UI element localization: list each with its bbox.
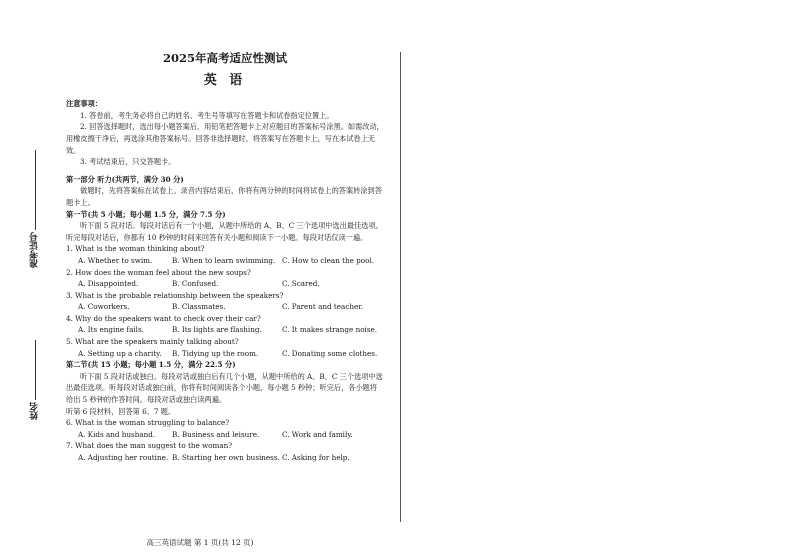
question-stem: 3. What is the probable relationship between the speakers?	[66, 290, 284, 300]
question-block	[66, 290, 384, 313]
exam-number-line	[35, 150, 36, 230]
column-divider	[400, 52, 401, 522]
question-block	[66, 417, 384, 440]
notice-item: 2. 回答选择题时，选出每小题答案后，用铅笔把答题卡上对应题目的答案标号涂黑。如需改动，用橡皮擦干净后，再选涂其他答案标号。回答非选择题时，将答案写在答题卡上，写在本试卷上无效。	[66, 122, 384, 155]
question-stem: 1. What is the woman thinking about?	[66, 244, 205, 254]
option-c: C. How to clean the pool.	[282, 255, 375, 265]
question-options	[66, 429, 384, 441]
option-c: C. Work and family.	[282, 429, 353, 439]
section1-heading: 第一节(共 5 小题；每小题 1.5 分，满分 7.5 分)	[66, 209, 226, 219]
question-options	[66, 452, 384, 464]
option-c: C. It makes strange noise.	[282, 325, 378, 335]
option-c: C. Asking for help.	[282, 453, 350, 462]
option-a: A. Kids and husband.	[78, 429, 156, 439]
option-a: A. Disappointed.	[78, 279, 139, 289]
question-stem: 2. How does the woman feel about the new soups?	[66, 267, 251, 277]
question-options	[66, 278, 384, 290]
exam-title: 2025年高考适应性测试	[162, 51, 287, 65]
question-block	[66, 267, 384, 290]
question-options	[66, 255, 384, 267]
option-c: C. Parent and teacher.	[282, 302, 364, 312]
name-label: 姓名	[30, 402, 40, 420]
option-a: A. Its engine fails.	[78, 325, 144, 335]
section2-intro: 听下面 5 段对话或独白。每段对话或独白后有几个小题，从题中所给的 A、B、C 三个选项中选出最佳选项。听每段对话或独白前，你将有时间阅读各个小题，每小题 5 秒钟；听完后，各小题将给出 5 秒钟的作答时间。每段对话或独白读两遍。	[66, 371, 383, 405]
option-b: B. Confused.	[172, 279, 219, 289]
exam-number-label: 准考证号	[30, 232, 40, 268]
option-b: B. Business and leisure.	[172, 429, 260, 439]
name-line	[35, 340, 36, 400]
question-options	[66, 348, 384, 360]
question-block	[66, 313, 384, 336]
question-options	[66, 301, 384, 313]
question-stem: 5. What are the speakers mainly talking about?	[66, 337, 239, 347]
exam-subject: 英 语	[203, 72, 247, 88]
question-stem: 4. Why do the speakers want to check over their car?	[66, 313, 261, 323]
section2-heading: 第二节(共 15 小题；每小题 1.5 分，满分 22.5 分)	[66, 360, 236, 370]
option-b: B. Tidying up the room.	[172, 348, 259, 358]
question-block	[66, 336, 384, 359]
option-a: A. Setting up a charity.	[78, 348, 162, 358]
question-block	[66, 440, 384, 463]
notice-item: 3. 考试结束后，只交答题卡。	[80, 157, 176, 167]
notice-heading: 注意事项：	[66, 99, 102, 109]
option-b: B. When to learn swimming.	[172, 255, 276, 265]
option-c: C. Scared.	[282, 279, 320, 289]
option-b: B. Starting her own business.	[172, 453, 280, 462]
option-a: A. Whether to swim.	[78, 255, 153, 265]
part1-intro: 做题时，先将答案标在试卷上。录音内容结束后，你将有两分钟的时间将试卷上的答案转涂到答题卡上。	[66, 186, 382, 207]
binding-margin	[0, 0, 60, 558]
option-c: C. Donating some clothes.	[282, 348, 378, 358]
notice-item: 1. 答卷前，考生务必将自己的姓名、考生号等填写在答题卡和试卷指定位置上。	[80, 110, 334, 120]
option-b: B. Its lights are flashing.	[172, 325, 262, 335]
exam-content	[66, 40, 384, 464]
part1-heading: 第一部分 听力(共两节，满分 30 分)	[66, 174, 184, 184]
option-b: B. Classmates.	[172, 302, 226, 312]
question-block	[66, 243, 384, 266]
option-a: A. Coworkers.	[78, 302, 130, 312]
question-stem: 7. What does the man suggest to the woman?	[66, 441, 233, 451]
section2-material: 听第 6 段材料，回答第 6、7 题。	[66, 406, 176, 416]
question-stem: 6. What is the woman struggling to balance?	[66, 418, 230, 428]
section1-intro: 听下面 5 段对话。每段对话后有一个小题，从题中所给的 A、B、C 三个选项中选出最佳选项。听完每段对话后，你都有 10 秒钟的时间来回答有关小题和阅读下一小题。每段对话仅读一遍。	[66, 221, 383, 242]
option-a: A. Adjusting her routine.	[78, 453, 169, 462]
page-footer: 高三英语试题 第 1 页(共 12 页)	[146, 538, 254, 547]
question-options	[66, 324, 384, 336]
